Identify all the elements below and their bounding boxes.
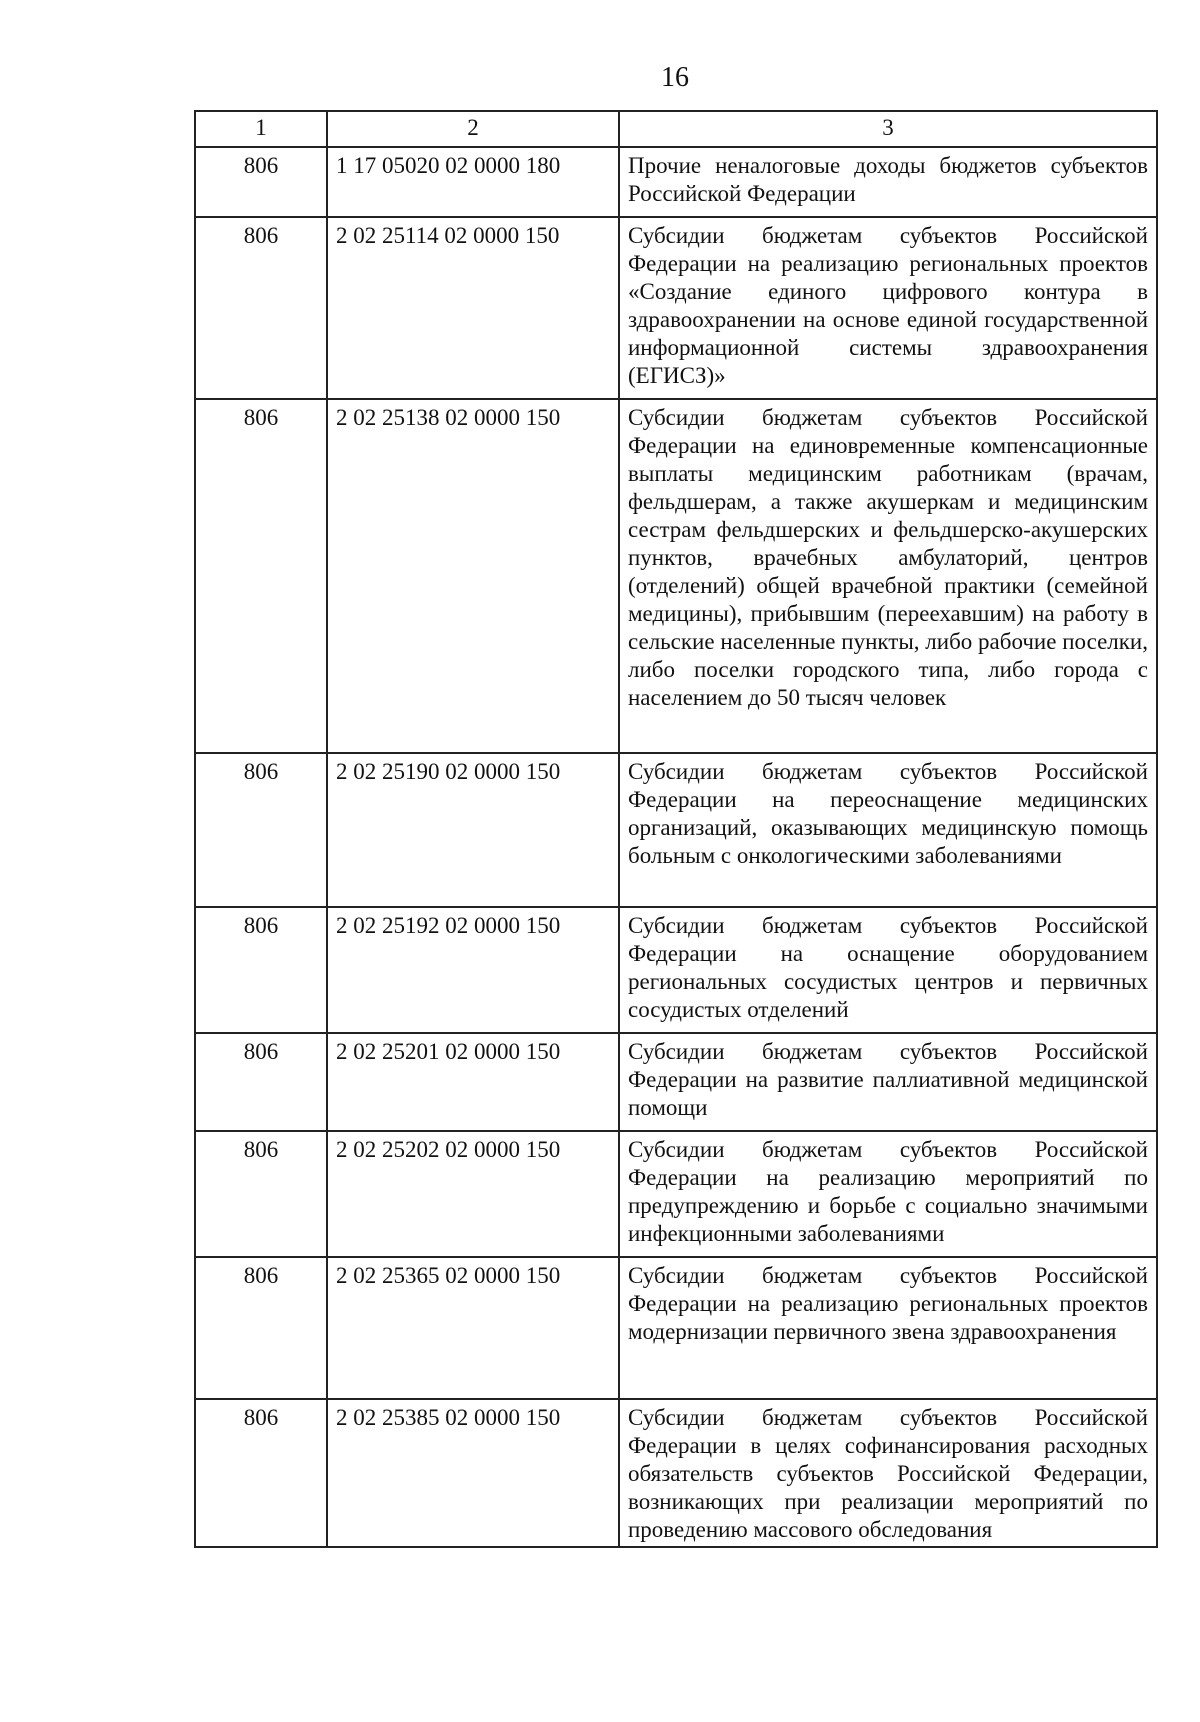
table-header <box>195 111 1157 147</box>
budget-code-cell: 2 02 25365 02 0000 150 <box>327 1257 619 1399</box>
description-cell: Субсидии бюджетам субъектов Российской Федерации в целях софинансирования расходных обязательств субъектов Российской Федерации, возникающих при реализации мероприятий по проведению массового обследования <box>619 1399 1157 1547</box>
description-cell: Субсидии бюджетам субъектов Российской Федерации на единовременные компенсационные выплаты медицинским работникам (врачам, фельдшерам, а также акушеркам и медицинским сестрам фельдшерских и фельдшерско-акушерских пунктов, врачебных амбулаторий, центров (отделений) общей врачебной практики (семейной медицины), прибывшим (переехавшим) на работу в сельские населенные пункты, либо рабочие поселки, либо поселки городского типа, либо города с населением до 50 тысяч человек <box>619 399 1157 753</box>
budget-code-cell: 2 02 25201 02 0000 150 <box>327 1033 619 1131</box>
budget-code-cell: 2 02 25202 02 0000 150 <box>327 1131 619 1257</box>
table-row <box>195 1257 1157 1399</box>
budget-code-cell: 2 02 25385 02 0000 150 <box>327 1399 619 1547</box>
table-row <box>195 1131 1157 1257</box>
header-row <box>195 111 1157 147</box>
admin-code-cell: 806 <box>195 217 327 399</box>
table-row <box>195 399 1157 753</box>
description-cell: Субсидии бюджетам субъектов Российской Федерации на реализацию региональных проектов «Создание единого цифрового контура в здравоохранении на основе единой государственной информационной системы здравоохранения (ЕГИСЗ)» <box>619 217 1157 399</box>
budget-code-cell: 2 02 25114 02 0000 150 <box>327 217 619 399</box>
budget-code-cell: 2 02 25190 02 0000 150 <box>327 753 619 907</box>
admin-code-cell: 806 <box>195 753 327 907</box>
table-body <box>195 147 1157 1547</box>
header-col-2: 2 <box>327 111 619 147</box>
header-col-3: 3 <box>619 111 1157 147</box>
budget-code-cell: 1 17 05020 02 0000 180 <box>327 147 619 217</box>
admin-code-cell: 806 <box>195 147 327 217</box>
admin-code-cell: 806 <box>195 1257 327 1399</box>
table-row <box>195 147 1157 217</box>
admin-code-cell: 806 <box>195 1033 327 1131</box>
table-row <box>195 217 1157 399</box>
table-row <box>195 907 1157 1033</box>
budget-code-cell: 2 02 25138 02 0000 150 <box>327 399 619 753</box>
admin-code-cell: 806 <box>195 907 327 1033</box>
admin-code-cell: 806 <box>195 1131 327 1257</box>
table-row <box>195 1399 1157 1547</box>
description-cell: Субсидии бюджетам субъектов Российской Федерации на реализацию региональных проектов модернизации первичного звена здравоохранения <box>619 1257 1157 1399</box>
admin-code-cell: 806 <box>195 399 327 753</box>
table-row <box>195 1033 1157 1131</box>
budget-code-cell: 2 02 25192 02 0000 150 <box>327 907 619 1033</box>
page-number: 16 <box>661 62 689 93</box>
table-row <box>195 753 1157 907</box>
description-cell: Субсидии бюджетам субъектов Российской Федерации на переоснащение медицинских организаций, оказывающих медицинскую помощь больным с онкологическими заболеваниями <box>619 753 1157 907</box>
description-cell: Субсидии бюджетам субъектов Российской Федерации на реализацию мероприятий по предупреждению и борьбе с социально значимыми инфекционными заболеваниями <box>619 1131 1157 1257</box>
description-cell: Субсидии бюджетам субъектов Российской Федерации на оснащение оборудованием региональных сосудистых центров и первичных сосудистых отделений <box>619 907 1157 1033</box>
admin-code-cell: 806 <box>195 1399 327 1547</box>
description-cell: Субсидии бюджетам субъектов Российской Федерации на развитие паллиативной медицинской помощи <box>619 1033 1157 1131</box>
description-cell: Прочие неналоговые доходы бюджетов субъектов Российской Федерации <box>619 147 1157 217</box>
header-col-1: 1 <box>195 111 327 147</box>
budget-classification-table <box>194 110 1158 1548</box>
